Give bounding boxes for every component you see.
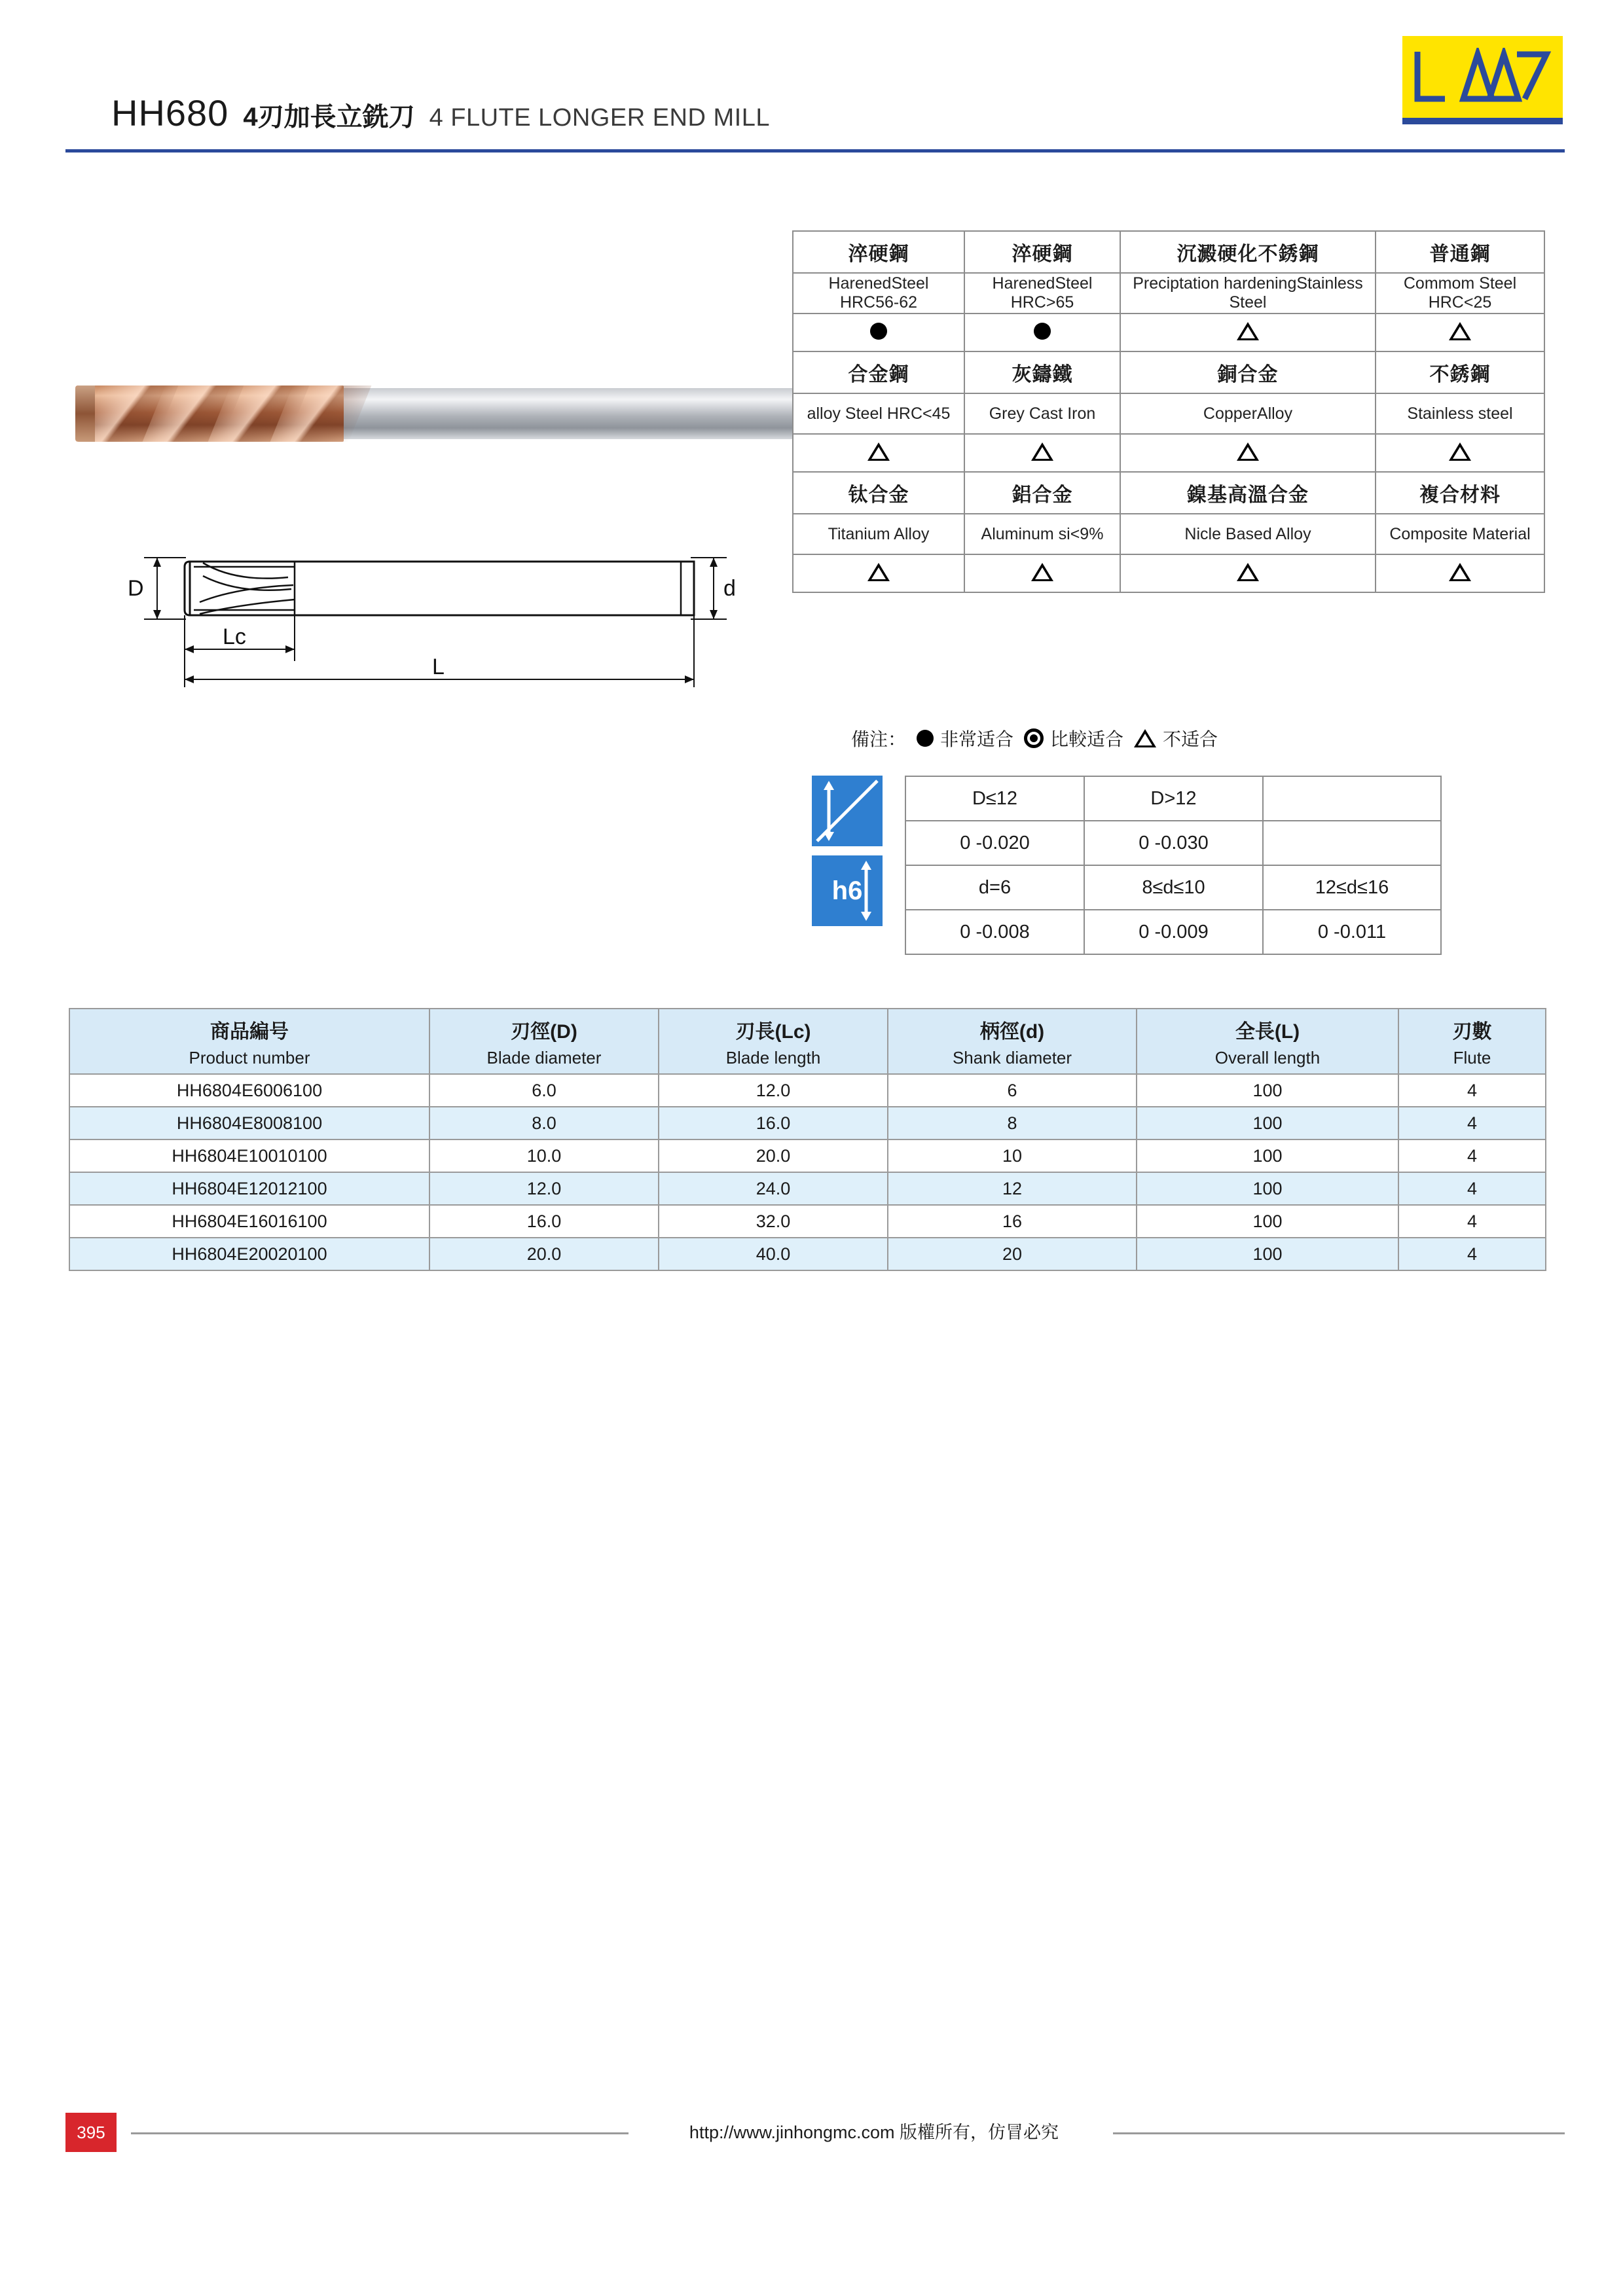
cell-blade-diameter: 16.0 (429, 1205, 659, 1238)
page-title (111, 92, 770, 134)
column-header-blade-diameter (429, 1009, 659, 1074)
rating-unsuitable-icon (1031, 442, 1053, 461)
cell-shank-diameter: 12 (888, 1172, 1137, 1205)
tolerance-cell: 0 -0.009 (1084, 910, 1263, 954)
rating-unsuitable-icon (1449, 563, 1471, 581)
cell-overall-length: 100 (1137, 1107, 1398, 1139)
cell-blade-length: 24.0 (659, 1172, 888, 1205)
header-en: Product number (189, 1047, 310, 1067)
svg-text:d: d (723, 576, 736, 601)
material-mark-row (793, 434, 1544, 472)
cell-blade-length: 40.0 (659, 1238, 888, 1270)
rating-unsuitable-icon (867, 563, 890, 581)
rating-excellent-icon (917, 730, 934, 747)
cell-overall-length: 100 (1137, 1139, 1398, 1172)
logo-mark (1412, 48, 1553, 107)
material-desc-en: HarenedSteel (828, 274, 929, 293)
table-row (69, 1074, 1546, 1107)
tolerance-cell: d=6 (905, 865, 1084, 910)
material-desc-en: Nicle Based Alloy (1184, 524, 1311, 543)
material-desc-row (793, 514, 1544, 554)
cell-shank-diameter: 10 (888, 1139, 1137, 1172)
company-logo (1402, 36, 1563, 124)
svg-text:D: D (128, 576, 144, 601)
cell-flute: 4 (1398, 1205, 1546, 1238)
material-desc-en: Composite Material (1389, 524, 1531, 543)
material-mark-row (793, 314, 1544, 351)
column-header-blade-length (659, 1009, 888, 1074)
cell-blade-length: 16.0 (659, 1107, 888, 1139)
tolerance-cell: D>12 (1084, 776, 1263, 821)
cell-overall-length: 100 (1137, 1172, 1398, 1205)
cell-flute: 4 (1398, 1172, 1546, 1205)
page-number-badge: 395 (65, 2113, 117, 2152)
legend-good (1024, 725, 1123, 751)
cell-product-number: HH6804E6006100 (69, 1074, 429, 1107)
header-cn: 刃長(Lc) (735, 1020, 811, 1043)
header-divider (65, 149, 1565, 152)
rating-unsuitable-icon (1237, 563, 1259, 581)
table-row (905, 865, 1441, 910)
table-header-row (69, 1009, 1546, 1074)
cell-flute: 4 (1398, 1107, 1546, 1139)
material-desc-en: Stainless steel (1407, 404, 1513, 423)
svg-text:Lc: Lc (223, 624, 246, 649)
material-name: 淬硬鋼 (1012, 243, 1073, 265)
material-desc-en: Aluminum si<9% (981, 524, 1104, 543)
material-mark-row (793, 554, 1544, 592)
tolerance-table (905, 776, 1442, 955)
specification-table (69, 1008, 1546, 1271)
tolerance-cell (1263, 776, 1441, 821)
diameter-tolerance-icon (812, 776, 883, 846)
shank-tolerance-icon (812, 855, 883, 926)
legend-excellent (917, 725, 1013, 751)
rating-unsuitable-icon (1237, 442, 1259, 461)
cell-blade-length: 20.0 (659, 1139, 888, 1172)
cell-overall-length: 100 (1137, 1238, 1398, 1270)
material-name: 淬硬鋼 (848, 243, 909, 265)
material-desc-en: Commom Steel (1403, 274, 1517, 293)
header-cn: 柄徑(d) (979, 1020, 1045, 1043)
rating-excellent-icon (870, 323, 887, 340)
header-en: Blade diameter (486, 1047, 602, 1067)
header-en: Overall length (1214, 1047, 1321, 1067)
product-photo (75, 376, 759, 452)
column-header-flute (1398, 1009, 1546, 1074)
rating-unsuitable-icon (1449, 322, 1471, 340)
tolerance-cell: 12≤d≤16 (1263, 865, 1441, 910)
material-desc-en: CopperAlloy (1203, 404, 1293, 423)
material-suitability-table (792, 230, 1545, 593)
footer-text: http://www.jinhongmc.com 版權所有，仿冒必究 (689, 2123, 1059, 2142)
cell-product-number: HH6804E10010100 (69, 1139, 429, 1172)
table-row (69, 1238, 1546, 1270)
tolerance-cell (1263, 821, 1441, 865)
photo-shank (337, 388, 815, 439)
cell-product-number: HH6804E20020100 (69, 1238, 429, 1270)
cell-shank-diameter: 8 (888, 1107, 1137, 1139)
table-row (69, 1205, 1546, 1238)
tolerance-icons (812, 776, 890, 926)
cell-overall-length: 100 (1137, 1074, 1398, 1107)
material-name-row (793, 231, 1544, 273)
material-desc-row (793, 393, 1544, 434)
footer-divider-right (1113, 2132, 1565, 2134)
material-desc-en: alloy Steel HRC<45 (807, 404, 951, 423)
material-desc-en: Preciptation hardeningStainless (1133, 274, 1363, 293)
cell-flute: 4 (1398, 1074, 1546, 1107)
rating-unsuitable-icon (1134, 729, 1156, 747)
material-desc-en2: HRC56-62 (839, 293, 918, 312)
material-name: 合金鋼 (848, 364, 909, 386)
table-row (69, 1107, 1546, 1139)
material-name: 沉澱硬化不銹鋼 (1176, 243, 1319, 265)
tolerance-cell: 0 -0.008 (905, 910, 1084, 954)
rating-unsuitable-icon (1237, 322, 1259, 340)
cell-blade-length: 12.0 (659, 1074, 888, 1107)
material-name: 钛合金 (848, 484, 909, 506)
rating-legend (851, 725, 1218, 751)
cell-shank-diameter: 16 (888, 1205, 1137, 1238)
cell-shank-diameter: 20 (888, 1238, 1137, 1270)
material-desc-en: Grey Cast Iron (989, 404, 1096, 423)
cell-blade-diameter: 6.0 (429, 1074, 659, 1107)
column-header-shank-diameter (888, 1009, 1137, 1074)
technical-drawing (65, 537, 759, 713)
material-name-row (793, 472, 1544, 514)
legend-good-label: 比較适合 (1050, 729, 1124, 749)
rating-unsuitable-icon (1449, 442, 1471, 461)
material-desc-en: HarenedSteel (992, 274, 1093, 293)
table-row (69, 1172, 1546, 1205)
material-desc-en2: HRC<25 (1428, 293, 1492, 312)
rating-unsuitable-icon (867, 442, 890, 461)
column-header-product-number (69, 1009, 429, 1074)
legend-excellent-label: 非常适合 (940, 729, 1014, 749)
cell-flute: 4 (1398, 1238, 1546, 1270)
header-en: Flute (1453, 1047, 1491, 1067)
table-row (905, 910, 1441, 954)
photo-end-face (75, 386, 95, 442)
cell-product-number: HH6804E16016100 (69, 1205, 429, 1238)
cell-overall-length: 100 (1137, 1205, 1398, 1238)
svg-text:L: L (432, 655, 445, 679)
tolerance-cell: 0 -0.020 (905, 821, 1084, 865)
legend-unsuitable-label: 不适合 (1163, 729, 1218, 749)
cell-shank-diameter: 6 (888, 1074, 1137, 1107)
legend-prefix: 備注： (851, 729, 907, 749)
column-header-overall-length (1137, 1009, 1398, 1074)
page-header (0, 0, 1623, 164)
material-name: 鎳基高溫合金 (1187, 484, 1309, 506)
cell-blade-diameter: 20.0 (429, 1238, 659, 1270)
material-desc-en2: HRC>65 (1010, 293, 1074, 312)
header-cn: 刃徑(D) (511, 1020, 577, 1043)
product-title-cn: 4刃加長立銑刀 (243, 103, 415, 132)
material-name: 複合材料 (1419, 484, 1501, 506)
material-name: 不銹鋼 (1429, 364, 1491, 386)
material-name: 灰鑄鐵 (1012, 364, 1073, 386)
cell-blade-diameter: 10.0 (429, 1139, 659, 1172)
tolerance-cell: 8≤d≤10 (1084, 865, 1263, 910)
table-row (69, 1139, 1546, 1172)
footer-divider-left (131, 2132, 629, 2134)
header-cn: 全長(L) (1235, 1020, 1300, 1043)
material-name: 普通鋼 (1429, 243, 1491, 265)
cell-blade-diameter: 12.0 (429, 1172, 659, 1205)
cell-flute: 4 (1398, 1139, 1546, 1172)
product-code: HH680 (111, 92, 229, 134)
material-desc-row (793, 273, 1544, 314)
cell-product-number: HH6804E12012100 (69, 1172, 429, 1205)
material-name: 銅合金 (1217, 364, 1279, 386)
tolerance-cell: 0 -0.011 (1263, 910, 1441, 954)
rating-excellent-icon (1034, 323, 1051, 340)
legend-unsuitable (1134, 725, 1218, 751)
header-en: Shank diameter (952, 1047, 1072, 1067)
rating-unsuitable-icon (1031, 563, 1053, 581)
material-name-row (793, 351, 1544, 393)
header-cn: 刃數 (1452, 1020, 1492, 1043)
cell-blade-length: 32.0 (659, 1205, 888, 1238)
header-en: Blade length (725, 1047, 821, 1067)
tolerance-cell: D≤12 (905, 776, 1084, 821)
header-cn: 商品編号 (210, 1020, 289, 1043)
material-name: 鋁合金 (1012, 484, 1073, 506)
tolerance-section (812, 776, 1442, 955)
material-desc-en: Titanium Alloy (828, 524, 930, 543)
table-row (905, 776, 1441, 821)
product-title-en: 4 FLUTE LONGER END MILL (429, 104, 770, 132)
cell-blade-diameter: 8.0 (429, 1107, 659, 1139)
cell-product-number: HH6804E8008100 (69, 1107, 429, 1139)
rating-good-icon (1024, 728, 1044, 748)
tolerance-grade-label: h6 (831, 876, 863, 905)
drawing-svg (65, 537, 759, 713)
tolerance-cell: 0 -0.030 (1084, 821, 1263, 865)
table-row (905, 821, 1441, 865)
material-desc-en2: Steel (1229, 293, 1267, 312)
